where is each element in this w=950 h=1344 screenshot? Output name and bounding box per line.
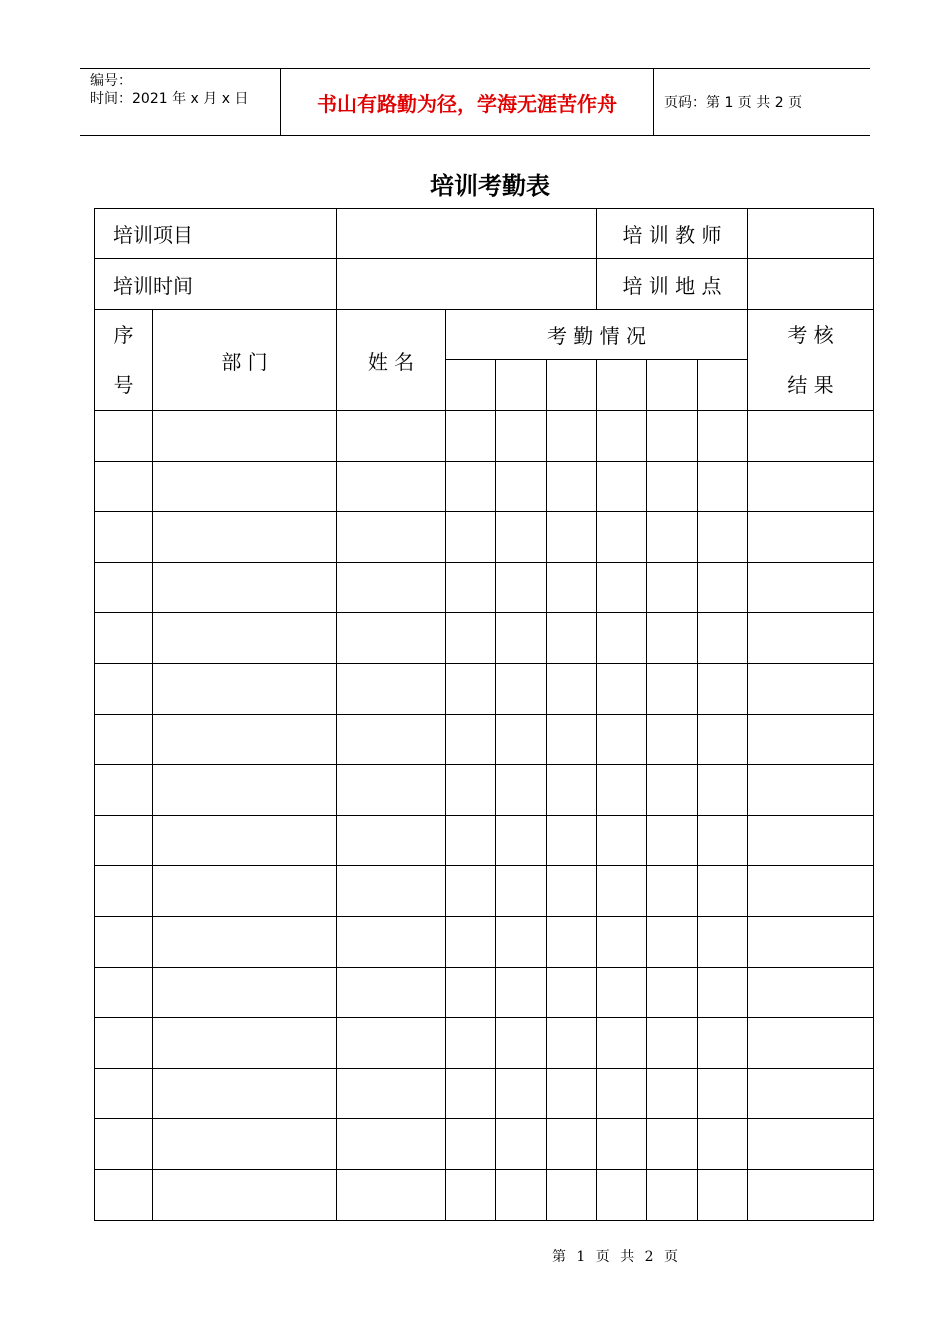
attendance-cell[interactable]: [647, 1068, 698, 1119]
attendance-cell[interactable]: [698, 411, 748, 462]
attendance-cell[interactable]: [496, 613, 547, 664]
attendance-header: 考 勤 情 况: [446, 310, 748, 360]
attendance-cell[interactable]: [597, 1018, 647, 1069]
attendance-cell[interactable]: [496, 714, 547, 765]
attendance-cell[interactable]: [446, 461, 496, 512]
attendance-cell[interactable]: [597, 815, 647, 866]
attendance-cell[interactable]: [597, 765, 647, 816]
attendance-subheader-cell: [647, 360, 698, 411]
table-row: [95, 916, 874, 967]
attendance-cell[interactable]: [496, 461, 547, 512]
result-cell[interactable]: [748, 512, 874, 563]
seq-cell[interactable]: [95, 1169, 153, 1220]
teacher-field[interactable]: [748, 209, 874, 259]
attendance-cell[interactable]: [597, 916, 647, 967]
seq-cell[interactable]: [95, 916, 153, 967]
page-footer: 第 1 页 共 2 页: [551, 1249, 679, 1265]
table-row: [95, 663, 874, 714]
attendance-cell[interactable]: [446, 967, 496, 1018]
attendance-cell[interactable]: [597, 1119, 647, 1170]
attendance-cell[interactable]: [496, 765, 547, 816]
attendance-cell[interactable]: [446, 714, 496, 765]
name-cell[interactable]: [337, 815, 446, 866]
attendance-cell[interactable]: [446, 1119, 496, 1170]
number-label: 编号：: [90, 73, 132, 89]
attendance-cell[interactable]: [597, 714, 647, 765]
attendance-cell[interactable]: [647, 613, 698, 664]
header-meta: [80, 69, 281, 135]
dept-cell[interactable]: [153, 866, 337, 917]
attendance-cell[interactable]: [446, 512, 496, 563]
attendance-cell[interactable]: [698, 562, 748, 613]
location-field[interactable]: [748, 259, 874, 310]
result-header-line1: 考 核: [787, 323, 834, 347]
result-cell[interactable]: [748, 1119, 874, 1170]
attendance-cell[interactable]: [547, 815, 597, 866]
name-cell[interactable]: [337, 714, 446, 765]
attendance-cell[interactable]: [496, 1018, 547, 1069]
attendance-cell[interactable]: [547, 663, 597, 714]
seq-cell[interactable]: [95, 1119, 153, 1170]
attendance-cell[interactable]: [647, 815, 698, 866]
attendance-cell[interactable]: [647, 765, 698, 816]
attendance-cell[interactable]: [698, 1068, 748, 1119]
attendance-cell[interactable]: [597, 663, 647, 714]
table-row: [95, 1169, 874, 1220]
attendance-cell[interactable]: [496, 967, 547, 1018]
dept-cell[interactable]: [153, 1119, 337, 1170]
seq-cell[interactable]: [95, 1018, 153, 1069]
dept-cell[interactable]: [153, 411, 337, 462]
attendance-cell[interactable]: [496, 512, 547, 563]
name-header: 姓 名: [337, 310, 446, 411]
seq-cell[interactable]: [95, 765, 153, 816]
dept-cell[interactable]: [153, 1018, 337, 1069]
time-field[interactable]: [337, 259, 597, 310]
attendance-cell[interactable]: [547, 916, 597, 967]
attendance-cell[interactable]: [597, 461, 647, 512]
attendance-cell[interactable]: [698, 916, 748, 967]
name-cell[interactable]: [337, 613, 446, 664]
seq-header: [95, 310, 153, 411]
attendance-cell[interactable]: [547, 866, 597, 917]
result-cell[interactable]: [748, 411, 874, 462]
seq-cell[interactable]: [95, 967, 153, 1018]
attendance-cell[interactable]: [698, 866, 748, 917]
attendance-cell[interactable]: [446, 1068, 496, 1119]
result-cell[interactable]: [748, 967, 874, 1018]
attendance-cell[interactable]: [446, 866, 496, 917]
attendance-cell[interactable]: [698, 512, 748, 563]
attendance-cell[interactable]: [496, 1119, 547, 1170]
dept-cell[interactable]: [153, 512, 337, 563]
attendance-cell[interactable]: [446, 916, 496, 967]
attendance-subheader-cell: [547, 360, 597, 411]
seq-header-line1: 序: [113, 323, 134, 347]
dept-cell[interactable]: [153, 663, 337, 714]
attendance-subheader-cell: [496, 360, 547, 411]
attendance-cell[interactable]: [597, 613, 647, 664]
table-row: [95, 461, 874, 512]
attendance-cell[interactable]: [446, 411, 496, 462]
result-cell[interactable]: [748, 461, 874, 512]
attendance-cell[interactable]: [547, 967, 597, 1018]
attendance-subheader-cell: [698, 360, 748, 411]
result-cell[interactable]: [748, 1068, 874, 1119]
result-cell[interactable]: [748, 765, 874, 816]
attendance-cell[interactable]: [597, 1068, 647, 1119]
attendance-cell[interactable]: [698, 613, 748, 664]
result-cell[interactable]: [748, 1169, 874, 1220]
attendance-cell[interactable]: [597, 1169, 647, 1220]
dept-cell[interactable]: [153, 765, 337, 816]
name-cell[interactable]: [337, 765, 446, 816]
attendance-cell[interactable]: [496, 411, 547, 462]
attendance-cell[interactable]: [446, 663, 496, 714]
attendance-cell[interactable]: [647, 1018, 698, 1069]
name-cell[interactable]: [337, 512, 446, 563]
project-field[interactable]: [337, 209, 597, 259]
name-cell[interactable]: [337, 461, 446, 512]
attendance-cell[interactable]: [647, 967, 698, 1018]
header-motto: 书山有路勤为径，学海无涯苦作舟: [281, 69, 654, 135]
name-cell[interactable]: [337, 866, 446, 917]
seq-cell[interactable]: [95, 562, 153, 613]
seq-cell[interactable]: [95, 461, 153, 512]
result-cell[interactable]: [748, 815, 874, 866]
name-cell[interactable]: [337, 663, 446, 714]
attendance-cell[interactable]: [547, 714, 597, 765]
name-cell[interactable]: [337, 967, 446, 1018]
attendance-cell[interactable]: [547, 461, 597, 512]
attendance-cell[interactable]: [698, 765, 748, 816]
table-row: [95, 714, 874, 765]
dept-cell[interactable]: [153, 815, 337, 866]
attendance-cell[interactable]: [698, 1119, 748, 1170]
name-cell[interactable]: [337, 411, 446, 462]
seq-cell[interactable]: [95, 1068, 153, 1119]
attendance-cell[interactable]: [647, 663, 698, 714]
time-label: 培训时间: [95, 259, 337, 310]
location-label: 培 训 地 点: [597, 259, 748, 310]
attendance-cell[interactable]: [597, 967, 647, 1018]
table-row: [95, 765, 874, 816]
attendance-cell[interactable]: [547, 562, 597, 613]
attendance-cell[interactable]: [547, 765, 597, 816]
attendance-cell[interactable]: [547, 1169, 597, 1220]
table-row: [95, 1018, 874, 1069]
date-label: 时间：2021 年 x 月 x 日: [90, 91, 249, 107]
attendance-cell[interactable]: [496, 1068, 547, 1119]
form-row-time: [95, 259, 874, 310]
attendance-cell[interactable]: [698, 815, 748, 866]
result-cell[interactable]: [748, 1018, 874, 1069]
seq-cell[interactable]: [95, 411, 153, 462]
result-cell[interactable]: [748, 866, 874, 917]
attendance-cell[interactable]: [547, 1018, 597, 1069]
attendance-cell[interactable]: [597, 411, 647, 462]
attendance-cell[interactable]: [647, 866, 698, 917]
name-cell[interactable]: [337, 562, 446, 613]
table-row: [95, 815, 874, 866]
result-cell[interactable]: [748, 663, 874, 714]
seq-cell[interactable]: [95, 512, 153, 563]
project-label: 培训项目: [95, 209, 337, 259]
attendance-cell[interactable]: [698, 461, 748, 512]
attendance-cell[interactable]: [496, 866, 547, 917]
name-cell[interactable]: [337, 1169, 446, 1220]
attendance-cell[interactable]: [446, 765, 496, 816]
dept-cell[interactable]: [153, 1068, 337, 1119]
table-row: [95, 613, 874, 664]
attendance-table: [94, 208, 874, 1221]
attendance-cell[interactable]: [446, 1169, 496, 1220]
attendance-cell[interactable]: [446, 613, 496, 664]
name-cell[interactable]: [337, 1018, 446, 1069]
attendance-cell[interactable]: [446, 815, 496, 866]
attendance-cell[interactable]: [647, 714, 698, 765]
attendance-cell[interactable]: [698, 1018, 748, 1069]
dept-cell[interactable]: [153, 613, 337, 664]
dept-cell[interactable]: [153, 461, 337, 512]
result-cell[interactable]: [748, 613, 874, 664]
table-row: [95, 562, 874, 613]
attendance-cell[interactable]: [597, 512, 647, 563]
dept-cell[interactable]: [153, 916, 337, 967]
seq-cell[interactable]: [95, 815, 153, 866]
result-cell[interactable]: [748, 916, 874, 967]
form-row-project: [95, 209, 874, 259]
seq-cell[interactable]: [95, 866, 153, 917]
header-page-info: 页码：第 1 页 共 2 页: [664, 95, 803, 111]
result-header: [748, 310, 874, 411]
seq-cell[interactable]: [95, 613, 153, 664]
table-row: [95, 1119, 874, 1170]
attendance-cell[interactable]: [647, 1119, 698, 1170]
page-title: 培训考勤表: [430, 172, 550, 200]
result-cell[interactable]: [748, 714, 874, 765]
attendance-cell[interactable]: [547, 613, 597, 664]
table-row: [95, 1068, 874, 1119]
attendance-cell[interactable]: [547, 1068, 597, 1119]
table-row: [95, 512, 874, 563]
attendance-cell[interactable]: [496, 1169, 547, 1220]
name-cell[interactable]: [337, 1119, 446, 1170]
attendance-cell[interactable]: [496, 815, 547, 866]
attendance-cell[interactable]: [647, 512, 698, 563]
result-cell[interactable]: [748, 562, 874, 613]
attendance-cell[interactable]: [496, 663, 547, 714]
table-row: [95, 866, 874, 917]
attendance-cell[interactable]: [647, 1169, 698, 1220]
attendance-cell[interactable]: [698, 714, 748, 765]
name-cell[interactable]: [337, 1068, 446, 1119]
attendance-cell[interactable]: [647, 916, 698, 967]
dept-cell[interactable]: [153, 1169, 337, 1220]
attendance-cell[interactable]: [698, 663, 748, 714]
attendance-cell[interactable]: [446, 562, 496, 613]
attendance-cell[interactable]: [446, 1018, 496, 1069]
column-header-row: [95, 310, 874, 360]
attendance-subheader-cell: [597, 360, 647, 411]
table-row: [95, 967, 874, 1018]
document-header: [80, 68, 870, 136]
attendance-cell[interactable]: [647, 411, 698, 462]
attendance-cell[interactable]: [547, 512, 597, 563]
attendance-cell[interactable]: [496, 562, 547, 613]
attendance-cell[interactable]: [647, 562, 698, 613]
name-cell[interactable]: [337, 916, 446, 967]
dept-cell[interactable]: [153, 562, 337, 613]
teacher-label: 培 训 教 师: [597, 209, 748, 259]
attendance-cell[interactable]: [698, 967, 748, 1018]
table-row: [95, 411, 874, 462]
dept-cell[interactable]: [153, 967, 337, 1018]
attendance-cell[interactable]: [547, 411, 597, 462]
seq-header-line2: 号: [113, 373, 134, 397]
attendance-cell[interactable]: [547, 1119, 597, 1170]
seq-cell[interactable]: [95, 663, 153, 714]
attendance-subheader-cell: [446, 360, 496, 411]
attendance-cell[interactable]: [496, 916, 547, 967]
attendance-cell[interactable]: [698, 1169, 748, 1220]
attendance-cell[interactable]: [597, 562, 647, 613]
attendance-cell[interactable]: [597, 866, 647, 917]
dept-header: 部 门: [153, 310, 337, 411]
seq-cell[interactable]: [95, 714, 153, 765]
dept-cell[interactable]: [153, 714, 337, 765]
result-header-line2: 结 果: [787, 373, 834, 397]
attendance-cell[interactable]: [647, 461, 698, 512]
